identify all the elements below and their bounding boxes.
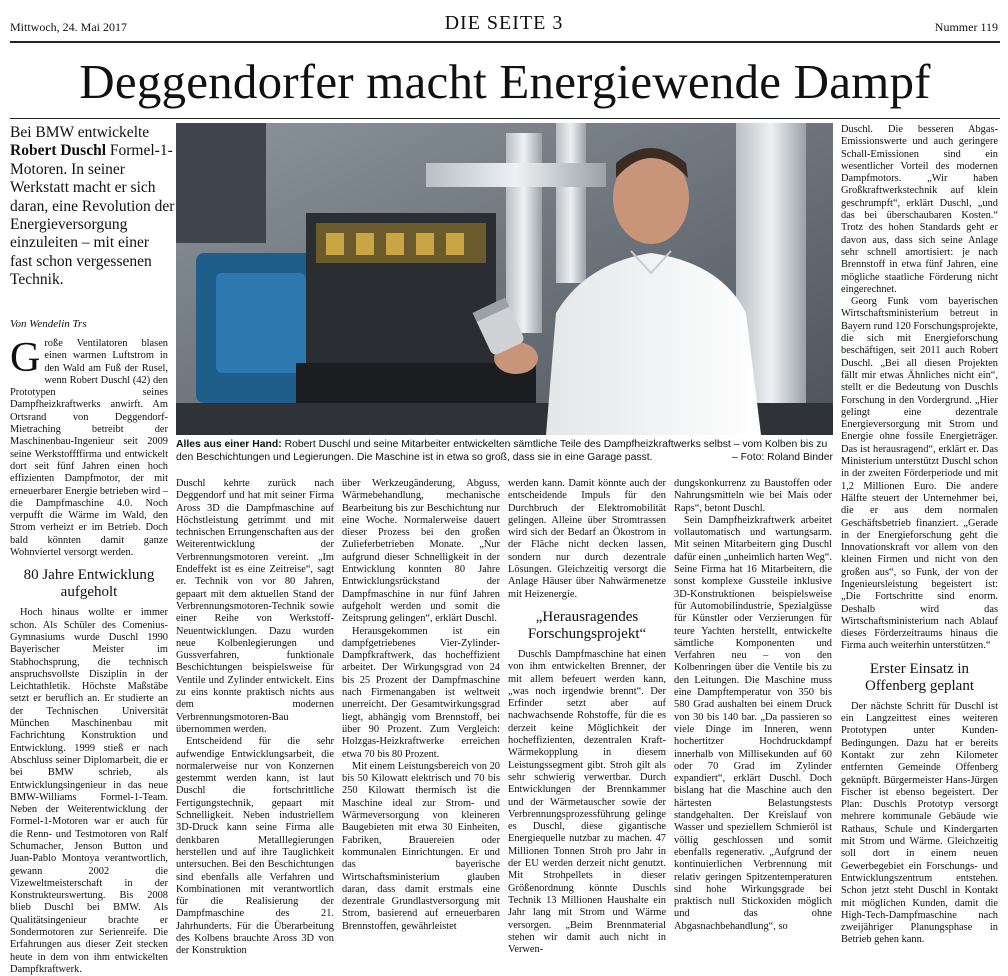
subheading-entwicklung: 80 Jahre Entwicklung aufgeholt	[23, 567, 155, 601]
issue-number: Nummer 119	[934, 20, 998, 34]
byline: Von Wendelin Trs	[10, 318, 87, 330]
column-5	[674, 478, 832, 933]
column-2	[176, 478, 334, 958]
section-title: DIE SEITE 3	[444, 12, 564, 34]
photo-caption	[176, 439, 833, 464]
subheading-forschungsprojekt: „Herausragendes Forschungsprojekt“	[527, 608, 647, 642]
issue-date: Mittwoch, 24. Mai 2017	[10, 20, 127, 34]
lead-prefix: Bei BMW entwickelte	[10, 124, 150, 141]
article-photo	[176, 123, 833, 435]
col2-paragraph-2: Entscheidend für die sehr aufwendige Entwicklungsarbeit, die normalerweise nur von Konzernen gestemmt werden kann, ist laut Duschl die fortschrittliche Fertigungstechnik, gepaart mit Schnelligkeit. Neben industriellem 3D-Druck kann seine Firma alle denkbaren Metalllegierungen herstellen und auf ihre Tauglichkeit untersuchen. Bei den Beschichtungen sind ebenfalls alle Verfahren und Kombinationen mit verantwortlich für die Realisierung der Dampfmaschine des 21. Jahrhunderts. Für die Überarbeitung des Kolbens brauchte Aross 3D von der Konstruktion	[176, 736, 334, 957]
article-lead	[10, 124, 175, 290]
column-3	[342, 478, 500, 933]
header-rule	[10, 41, 1000, 43]
col1-paragraph-1: roße Ventilatoren blasen einen warmen Luftstrom in den Wald am Fuß der Rusel, wenn Robert Duschl (42) den Prototypen seines Dampfheizkraftwerks anwirft. Am Ortsrand von Deggendorf-Mietraching betreibt der Maschinenbau-Ingenieur seit 2009 seine Werkstoffffirma und entwickelt dort seit fünf Jahren einen hoch effizienten Dampfmotor, der mit erneuerbarer Energie betrieben wird – die Dampfmaschine 4.0. Noch verpufft die Wärme im Wald, den Strom verheizt er im Betrieb. Doch bald könnten damit ganze Wohnviertel versorgt werden.	[10, 338, 168, 559]
col6-paragraph-2: Georg Funk vom bayerischen Wirtschaftsministerium betreut in Bayern rund 120 Forschungsprojekte, die sich mit Energieforschung beschäftigen, seit 2011 auch Robert Duschl. „Bei all diesen Projekten fällt mir etwas Ähnliches nicht ein“, stellt er die Bedeutung von Duschls Forschung in den Vordergrund. „Hier gelingt eine dezentrale Energieversorgung mit Strom und Energie ohne fossile Energieträger. Das ist herausragend“, erklärt er. Das Ministerium unterstützt Duschl schon in der zweiten Förderperiode und mit 1,2 Millionen Euro. Die andere Hälfte steuert der Unternehmer bei, die er aus dem normalen Geschäftsbetrieb finanziert. „Gerade in der Energieforschung geht die Innovationskraft vor allem von den kleinen Firmen und nicht von den großen aus“, so Funk, der von der Ingenieursleistung begeistert ist: „Die Fortschritte sind enorm. Deshalb wird das Wirtschaftsministerium nach Ablauf dieses Förderzeitraums hinaus die Firma auch weiterhin unterstützen.“	[841, 296, 998, 652]
column-4	[508, 478, 666, 956]
caption-label: Alles aus einer Hand:	[176, 439, 282, 450]
photo-credit: – Foto: Roland Binder	[731, 451, 833, 463]
col6-paragraph-3: Der nächste Schritt für Duschl ist ein Langzeittest eines weiteren Prototypen unter Kunden-Bedingungen. Dazu hat er bereits Kontakt zur zehn Kilometer entfernten Gemeinde Offenberg geknüpft. Bürgermeister Hans-Jürgen Fischer ist ebenso begeistert. Der Plan: Duschls Prototyp versorgt mehrere kommunale Gebäude wie Rathaus, Schule und Kindergarten mit Strom und Wärme. Gleichzeitig soll dort in einem neuen Gewerbegebiet ein Forschungs- und Entwicklungszentrum entstehen. Schon jetzt steht Duschl in Kontakt mit möglichen Kunden, damit die High-Tech-Dampfmaschine nach zweijähriger Planungsphase in Betrieb gehen kann.	[841, 700, 998, 946]
headline-rule	[10, 118, 1000, 119]
col3-paragraph-1: über Werkzeugänderung, Abguss, Wärmebehandlung, mechanische Bearbeitung bis zur Beschichtung nur eine Woche. Normalerweise dauert dieser Prozess bei den großen Zulieferbetrieben Monate. „Nur aufgrund dieser Schnelligkeit in der Entwicklung konnten 80 Jahre Entwicklungsrückstand der Dampfmaschine in nur fünf Jahren aufgeholt werden und somit die Zeitsprung gelingen“, erklärt Duschl.	[342, 478, 500, 625]
col3-paragraph-3: Mit einem Leistungsbereich von 20 bis 50 Kilowatt elektrisch und 70 bis 250 Kilowatt thermisch ist die Maschine ideal zur Strom- und Wärmeversorgung von kleineren Baugebieten mit etwa 30 Einheiten, Fabriken, Brauereien oder kommunalen Einrichtungen. Er und das bayerische Wirtschaftsministerium glauben daran, dass damit erstmals eine dezentrale Grundlastversorgung mit Strom, basierend auf erneuerbaren Brennstoffen, gewährleistet	[342, 760, 500, 932]
col5-paragraph-1: dungskonkurrenz zu Baustoffen oder Nahrungsmitteln wie bei Mais oder Raps“, betont Duschl.	[674, 478, 832, 514]
subheading-offenberg: Erster Einsatz in Offenberg geplant	[865, 660, 974, 694]
column-1	[10, 335, 168, 976]
article-headline: Deggendorfer macht Energiewende Dampf	[79, 54, 931, 109]
col2-paragraph-1: Duschl kehrte zurück nach Deggendorf und hat mit seiner Firma Aross 3D die Dampfmaschine auf Höchstleistung getrimmt und mit technischen Errungenschaften aus der Weiterentwicklung der Verbrennungsmotoren vereint. „Im Endeffekt ist es eine Zeitreise“, sagt er. Technik von vor 80 Jahren, gepaart mit dem aktuellen Stand der Verbrennungsmotoren-Technik sowie einer Reihe von Werkstoff-Neuentwicklungen. Dazu wurden neue Kolbenlegierungen und Gussverfahren, funktionale Beschichtungen beispielsweise für Ventile und Zylinder entwickelt. Eins zu eins konnte praktisch nichts aus dem modernen Verbrennungsmotoren-Bau übernommen werden.	[176, 478, 334, 735]
col1-paragraph-2: Hoch hinaus wollte er immer schon. Als Schüler des Comenius-Gymnasiums wurde Duschl 1990 Bayerischer Meister im Stabhochsprung, die technisch anspruchsvollste Disziplin in der Leichtathletik. Höchste Maßstäbe setzt er beruflich an. Er studierte an der Technischen Universität München Maschinenbau mit Fachrichtung Konstruktion und Entwicklung. 1999 stieß er nach Abschluss seiner Diplomarbeit, die er bei BMW schrieb, als Entwicklungsingenieur in das neue BMW-Williams Formel-1-Team. Neben der Weiterentwicklung der Formel-1-Motoren war er auch für die Renn- und Testmotoren von Ralf Schumacher, Jenson Button und Juan-Pablo Montoya verantwortlich, gewann 2002 die Vizeweltmeisterschaft in der Konstrukteurswertung. Bis 2008 blieb Duschl bei BMW. Als Qualitätsingenieur brachte er Sondermotoren zur Serienreife. Die Erfahrungen aus dieser Zeit stecken heute in dem von ihm entwickelten Dampfkraftwerk.	[10, 607, 168, 975]
col4-paragraph-1: werden kann. Damit könnte auch der entscheidende Impuls für den Durchbruch der Elektromobilität gelingen. Alleine über Stromtrassen wird sich der Bedarf an Ökostrom in der Fläche nicht decken lassen, sondern nur durch dezentrale Lösungen. Gleichzeitig versorgt die Anlage Häuser über Nahwärmenetze mit Heizenergie.	[508, 478, 666, 600]
engine-photo-illustration	[176, 123, 833, 435]
column-6	[841, 124, 998, 947]
col5-paragraph-2: Sein Dampfheizkraftwerk arbeitet vollautomatisch und wartungsarm. Mit seinen Mitarbeitern ging Duschl dafür einen „unheimlich harten Weg“. Seine Firma hat 16 Mitarbeitern, die sonst komplexe Gussteile inklusive 3D-Konstruktionen beispielsweise für Automobilindustrie, Spezialgüsse für Künstler oder Verzierungen für teure Yachten herstellt, entwickelte sämtliche Komponenten und Verfahren neu – von den Kolbenringen über die Ventile bis zu den Leitungen. Die Maschine muss eine Dampftemperatur von 350 bis 580 Grad aushalten bei einem Druck von 30 bis 140 bar. „Da passieren so viele Dinge im Inneren, wenn hochertitzer Hochdruckdampf innerhalb von Millisekunden auf 60 oder 70 Grad im Zylinder expandiert“, erklärt Duschl. Doch bislang hat die Maschine auch den härtesten Belastungstests standgehalten. Der Kreislauf von Wasser und speziellem Schmieröl ist völlig geschlossen und somit ebenfalls regenerativ. „Aufgrund der kontinuierlichen Verbrennung mit relativ geringen Spitzentemperaturen sind hohe Wirkungsgrade bei praktisch null Stickoxiden möglich und das ohne Abgasnachbehandlung“, so	[674, 514, 832, 932]
col4-paragraph-2: Duschls Dampfmaschine hat einen von ihm entwickelten Brenner, der mit allem befeuert werden kann, „was noch irgendwie brennt“. Der Erfinder setzt aber auf nachwachsende Rohstoffe, für die es derzeit keine Möglichkeit der hocheffizienten, dezentralen Kraft-Wärmekopplung in diesem Leistungssegment gibt. Stroh gilt als sehr schwierig verwertbar. Durch Entwicklungen der Brennkammer und der Wärmetauscher sowie der Verbrennungsprozessführung gelinge es Duschl, diese gigantische Energiequelle nutzbar zu machen. 47 Millionen Tonnen Stroh pro Jahr in der EU werden derzeit nicht genutzt. Mit Strohpellets in dieser Größenordnung könnte Duschls Technik 13 Millionen Haushalte ein Jahr lang mit Strom und Wärme versorgen. „Beim Brennmaterial stehen wir damit auch nicht in Verwen-	[508, 648, 666, 956]
caption-text: Robert Duschl und seine Mitarbeiter entwickelten sämtliche Teile des Dampfheizkraftwerks selbst – vom Kolben bis zu den Beschichtungen und Legierungen. Die Maschine ist in etwa so groß, dass sie in eine Garage passt.	[176, 439, 828, 463]
col3-paragraph-2: Herausgekommen ist ein dampfgetriebenes Vier-Zylinder-Dampfkraftwerk, das hocheffizient arbeitet. Der Wirkungsgrad von 24 bis 25 Prozent der Dampfmaschine nach Firmenangaben ist weltweit unerreicht. Der Gesamtwirkungsgrad liegt, abhängig vom Brennstoff, bei über 90 Prozent. Zum Vergleich: Holzgas-Heizkraftwerke erreichen etwa 70 bis 80 Prozent.	[342, 625, 500, 760]
col6-paragraph-1: Duschl. Die besseren Abgas-Emissionswerte und auch geringere Schall-Emissionen sind ein wesentlicher Vorteil des modernen Dampfmotors. „Wir haben Großkraftwerkstechnik auf klein geschrumpft“, erklärt Duschl, „und das bei überschaubaren Kosten.“ Trotz des hohen Standards geht er davon aus, dass sich seine Anlage sehr schnell amortisiert: je nach Brennstoff in etwa fünf Jahren, eine mögliche staatliche Förderung nicht eingerechnet.	[841, 124, 998, 295]
lead-rest: Formel-1-Motoren. In seiner Werkstatt macht er sich daran, eine Revolution der Energieversorgung einzuleiten – mit einer fast schon vergessenen Technik.	[10, 142, 175, 289]
drop-cap: G	[10, 335, 41, 381]
lead-name: Robert Duschl	[10, 142, 107, 160]
